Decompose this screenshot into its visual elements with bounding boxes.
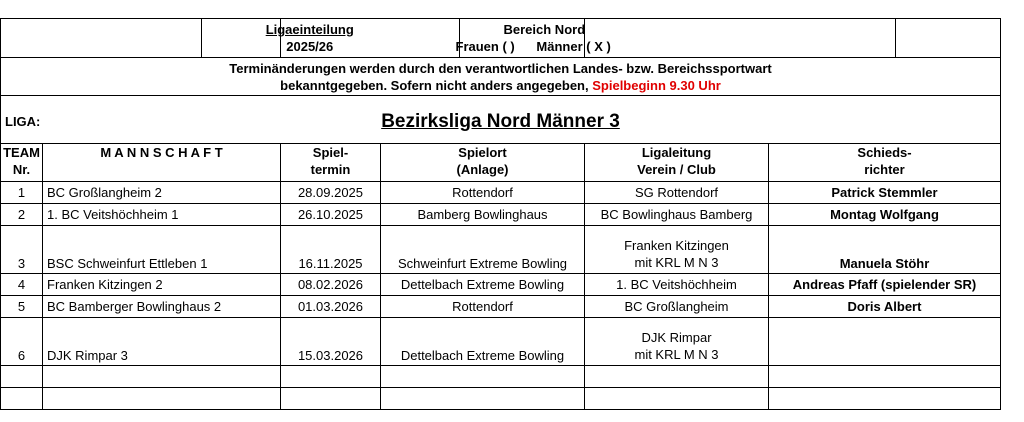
match-date: 28.09.2025 [281, 182, 381, 204]
team-name: DJK Rimpar 3 [43, 318, 281, 366]
match-date: 08.02.2026 [281, 274, 381, 296]
col-team: TEAM Nr. [1, 144, 43, 182]
notice-row [1, 58, 1001, 96]
venue: Dettelbach Extreme Bowling [381, 318, 585, 366]
team-name: BC Großlangheim 2 [43, 182, 281, 204]
team-nr: 1 [1, 182, 43, 204]
referee: Doris Albert [769, 296, 1001, 318]
table-row [1, 204, 1001, 226]
venue: Dettelbach Extreme Bowling [381, 274, 585, 296]
league-sheet [0, 18, 1000, 410]
frauen-option: Frauen ( ) [455, 39, 515, 54]
col-mannschaft: M A N N S C H A F T [43, 144, 281, 182]
match-date: 01.03.2026 [281, 296, 381, 318]
league-management: Franken Kitzingen mit KRL M N 3 [585, 226, 769, 274]
notice-line-2: bekanntgegeben. Sofern nicht anders angegeben, [280, 77, 589, 93]
table-row [1, 226, 1001, 274]
referee: Manuela Stöhr [769, 226, 1001, 274]
league-management: 1. BC Veitshöchheim [585, 274, 769, 296]
venue: Schweinfurt Extreme Bowling [381, 226, 585, 274]
notice-line-1: Terminänderungen werden durch den verantwortlichen Landes- bzw. Bereichssportwart [229, 60, 772, 76]
ligaeinteilung-label: Ligaeinteilung [265, 22, 354, 37]
table-row [1, 318, 1001, 366]
column-header-row [1, 144, 1001, 182]
venue: Rottendorf [381, 296, 585, 318]
title-row [1, 19, 1001, 58]
season: 2025/26 [286, 39, 334, 54]
liga-row [1, 96, 1001, 144]
venue: Bamberg Bowlinghaus [381, 204, 585, 226]
table-row [1, 274, 1001, 296]
match-date: 16.11.2025 [281, 226, 381, 274]
spielbeginn-highlight: Spielbeginn 9.30 Uhr [592, 77, 721, 93]
col-termin: Spiel- termin [281, 144, 381, 182]
league-table [0, 18, 1001, 410]
referee [769, 318, 1001, 366]
col-schiedsrichter: Schieds- richter [769, 144, 1001, 182]
team-name: 1. BC Veitshöchheim 1 [43, 204, 281, 226]
liga-label: LIGA: [5, 114, 41, 129]
team-nr: 3 [1, 226, 43, 274]
team-nr: 4 [1, 274, 43, 296]
table-row [1, 182, 1001, 204]
team-nr: 6 [1, 318, 43, 366]
team-nr: 5 [1, 296, 43, 318]
referee: Andreas Pfaff (spielender SR) [769, 274, 1001, 296]
match-date: 15.03.2026 [281, 318, 381, 366]
league-management: BC Bowlinghaus Bamberg [585, 204, 769, 226]
league-management: BC Großlangheim [585, 296, 769, 318]
league-management: DJK Rimpar mit KRL M N 3 [585, 318, 769, 366]
table-row [1, 296, 1001, 318]
liga-title: Bezirksliga Nord Männer 3 [381, 110, 620, 132]
team-name: BSC Schweinfurt Ettleben 1 [43, 226, 281, 274]
match-date: 26.10.2025 [281, 204, 381, 226]
team-nr: 2 [1, 204, 43, 226]
team-name: Franken Kitzingen 2 [43, 274, 281, 296]
empty-row [1, 366, 1001, 388]
league-management: SG Rottendorf [585, 182, 769, 204]
team-name: BC Bamberger Bowlinghaus 2 [43, 296, 281, 318]
maenner-option: Männer ( X ) [536, 39, 611, 54]
col-ligaleitung: Ligaleitung Verein / Club [585, 144, 769, 182]
col-spielort: Spielort (Anlage) [381, 144, 585, 182]
referee: Patrick Stemmler [769, 182, 1001, 204]
empty-row [1, 388, 1001, 410]
venue: Rottendorf [381, 182, 585, 204]
referee: Montag Wolfgang [769, 204, 1001, 226]
bereich: Bereich Nord [503, 22, 586, 37]
